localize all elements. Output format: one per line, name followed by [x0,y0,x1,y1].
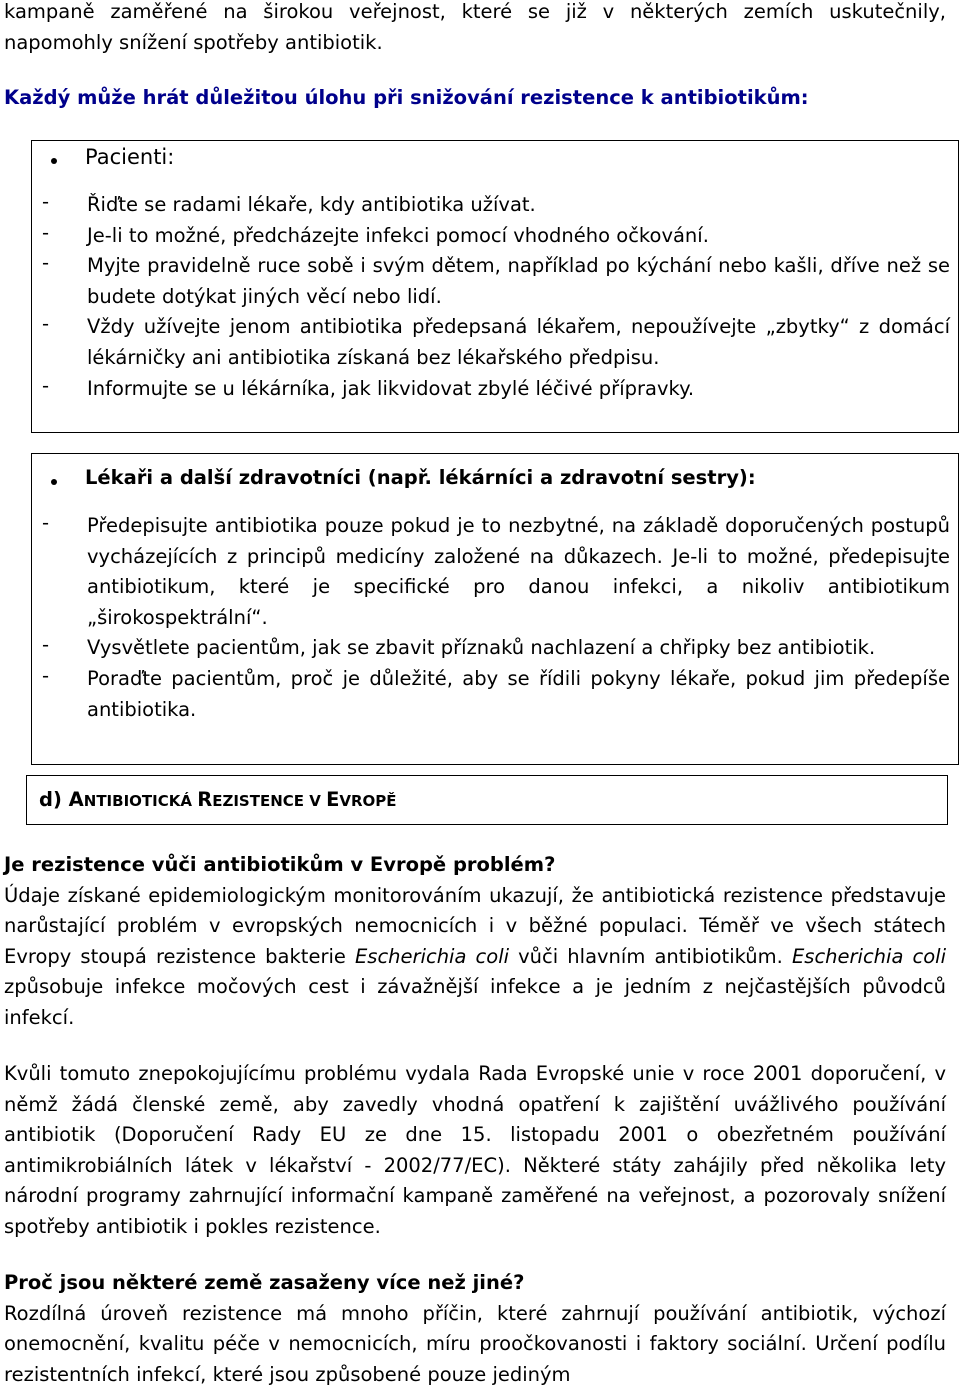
question-section-2 [4,1268,946,1390]
paragraph: Rozdílná úroveň rezistence má mnoho příčin, které zahrnují používání antibiotik, výchozí onemocnění, kvalitu péče v nemocnicích, míru proočkovanosti i faktory sociální. Určení podílu rezistentních infekcí, které jsou způsobené pouze jediným [4,1301,946,1386]
dash-icon: - [42,220,50,244]
list-item: - Je-li to možné, předcházejte infekci pomocí vhodného očkování. [42,220,709,247]
dash-icon: - [42,251,50,275]
patients-list [42,190,950,404]
bullet-icon [51,158,57,164]
dash-icon: - [42,190,50,213]
list-item: - Informujte se u lékárníka, jak likvidovat zbylé léčivé přípravky. [42,373,695,400]
list-item: - Poraďte pacientům, proč je důležité, aby se řídili pokyny lékaře, pokud jim předepíše antibiotika. [42,663,950,721]
paragraph-section [4,1059,946,1243]
dash-icon: - [42,373,50,397]
dash-icon: - [42,663,50,687]
section-header: d) ANTIBIOTICKÁ REZISTENCE V EVROPĚ [39,788,397,811]
doctors-box: Lékaři a další zdravotníci (např. lékárníci a zdravotní sestry): - Předepisujte antibiotika pouze pokud je to nezbytné, na základě doporučených postupů vycházejících z principů medicíny založené na důkazech. Je-li to možné, předepisujte antibiotikum, které je specifické pro danou infekci, a nikoliv antibiotikum „širokospektrální“. - Vysvětlete pacientům, jak se zbavit příznaků nachlazení a chřipky bez antibiotik. - Poraďte pacientům, proč je důležité, aby se řídili pokyny lékaře, pokud jim předepíše antibiotika. [31,453,959,765]
intro-paragraph: kampaně zaměřené na širokou veřejnost, které se již v některých zemích uskutečnily, napomohly snížení spotřeby antibiotik. [4,0,946,54]
paragraph: Kvůli tomuto znepokojujícímu problému vydala Rada Evropské unie v roce 2001 doporučení, v němž žádá členské země, aby zavedly vhodná opatření k zajištění uvážlivého používání antibiotik (Doporučení Rady EU ze dne 15. listopadu 2001 o obezřetném používání antimikrobiálních látek v lékařství - 2002/77/EC). Některé státy zahájily před několika lety národní programy zahrnující informační kampaně zaměřené na veřejnost, a pozorovaly snížení spotřeby antibiotik i pokles rezistence. [4,1062,946,1238]
doctors-list [42,511,950,725]
dash-icon: - [42,312,50,336]
paragraph: Údaje získané epidemiologickým monitorováním ukazují, že antibiotická rezistence představuje narůstající problém v evropských nemocnicích i v běžné populaci. Téměř ve všech státech Evropy stoupá rezistence bakterie Escherichia coli vůči hlavním antibiotikům. Escherichia coli způsobuje infekce močových cest i závažnější infekce a je jedním z nejčastějších původců infekcí. [4,883,947,1029]
list-item: - Řiďte se radami lékaře, kdy antibiotika užívat. [42,190,536,216]
bullet-icon [51,479,57,485]
list-item: - Vysvětlete pacientům, jak se zbavit příznaků nachlazení a chřipky bez antibiotik. [42,633,876,660]
list-item: - Myjte pravidelně ruce sobě i svým dětem, například po kýchání nebo kašli, dříve než se budete dotýkat jiných věcí nebo lidí. [42,251,950,308]
patients-box: Pacienti: - Řiďte se radami lékaře, kdy antibiotika užívat. - Je-li to možné, předcházejte infekci pomocí vhodného očkování. - Myjte pravidelně ruce sobě i svým dětem, například po kýchání nebo kašli, dříve než se budete dotýkat jiných věcí nebo lidí. - Vždy užívejte jenom antibiotika předepsaná lékařem, nepoužívejte „zbytky“ z domácí lékárničky ani antibiotika získaná bez lékařského předpisu. - Informujte se u lékárníka, jak likvidovat zbylé léčivé přípravky. [31,140,959,433]
section-header-box [26,775,948,825]
question-section-1 [4,850,946,1034]
list-item: - Předepisujte antibiotika pouze pokud je to nezbytné, na základě doporučených postupů vycházejících z principů medicíny založené na důkazech. Je-li to možné, předepisujte antibiotikum, které je specifické pro danou infekci, a nikoliv antibiotikum „širokospektrální“. [42,511,950,629]
question-heading: Proč jsou některé země zasaženy více než jiné? [4,1271,525,1294]
question-heading: Je rezistence vůči antibiotikům v Evropě problém? [4,853,556,876]
list-item: - Vždy užívejte jenom antibiotika předepsaná lékařem, nepoužívejte „zbytky“ z domácí lékárničky ani antibiotika získaná bez lékařského předpisu. [42,312,950,369]
dash-icon: - [42,633,50,657]
dash-icon: - [42,511,50,534]
intro-subheading: Každý může hrát důležitou úlohu při snižování rezistence k antibiotikům: [4,86,809,109]
